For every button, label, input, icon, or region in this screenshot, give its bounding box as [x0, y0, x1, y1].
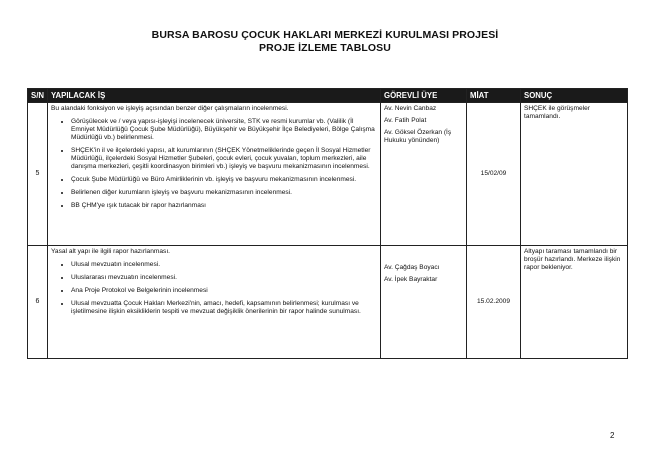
task-intro: Bu alandaki fonksiyon ve işleyiş açısından benzer diğer çalışmaların incelenmesi.	[51, 105, 289, 112]
member-cell	[381, 246, 467, 359]
task-cell	[48, 246, 381, 359]
document-title: BURSA BAROSU ÇOCUK HAKLARI MERKEZİ KURULMASI PROJESİ	[151, 29, 499, 41]
result-cell: SHÇEK ile görüşmeler tamamlandı.	[521, 103, 628, 246]
task-item: • Çocuk Şube Müdürlüğü ve Büro Amirliklerinin vb. işleyiş ve başvuru mekanizmasının incelenmesi.	[71, 176, 377, 184]
row-number: 5	[28, 103, 48, 246]
task-list	[51, 118, 377, 210]
table-row	[28, 246, 628, 359]
table-header-row	[28, 89, 628, 103]
result-cell: Altyapı taraması tamamlandı bir broşür hazırlandı. Merkeze ilişkin rapor bekleniyor.	[521, 246, 628, 359]
table-row	[28, 103, 628, 246]
page-number: 2	[610, 431, 615, 440]
task-cell	[48, 103, 381, 246]
header-result: SONUÇ	[521, 89, 628, 103]
task-item: • Ulusal mevzuatın incelenmesi.	[71, 261, 377, 269]
header-sn: S/N	[28, 89, 48, 103]
deadline-cell: 15/02/09	[467, 103, 521, 246]
deadline-cell: 15.02.2009	[467, 246, 521, 359]
member-name: Av. Çağdaş Boyacı	[384, 264, 440, 271]
task-item: • Uluslararası mevzuatın incelenmesi.	[71, 274, 377, 282]
task-item: • BB ÇHM'ye ışık tutacak bir rapor hazırlanması	[71, 202, 377, 210]
row-number: 6	[28, 246, 48, 359]
member-name: Av. İpek Bayraktar	[384, 276, 438, 283]
task-item: • SHÇEK'in il ve ilçelerdeki yapısı, alt kurumlarının (SHÇEK Yönetmeliklerinde geçen İl Sosyal Hizmetler Müdürlüğü, ilçelerdeki Sosyal Hizmetler Şubeleri, çocuk evleri, çocuk yuvaları, toplum merkezleri, aile danışma merkezleri, çeşitli koordinasyon birimleri vb.) işleyiş ve başvuru mekanizmasının incelenmesi.	[71, 147, 377, 171]
document-subtitle: PROJE İZLEME TABLOSU	[259, 42, 391, 54]
task-item: • Ulusal mevzuatta Çocuk Hakları Merkezi'nin, amacı, hedefi, kapsamının belirlenmesi; kurulması ve işletilmesine ilişkin eksikliklerin tespiti ve mevzuat değişiklik önerilerinin bir rapor halinde sunulması.	[71, 300, 377, 316]
member-cell	[381, 103, 467, 246]
header-task: YAPILACAK İŞ	[48, 89, 381, 103]
task-list	[51, 261, 377, 316]
task-item: • Ana Proje Protokol ve Belgelerinin incelenmesi	[71, 287, 377, 295]
monitoring-table	[27, 88, 628, 359]
task-item: • Belirlenen diğer kurumların işleyiş ve başvuru mekanizmasının incelenmesi.	[71, 189, 377, 197]
member-name: Av. Nevin Canbaz	[384, 105, 437, 112]
member-name: Av. Fatih Polat	[384, 117, 427, 124]
task-intro: Yasal alt yapı ile ilgili rapor hazırlanması.	[51, 248, 170, 255]
task-item: • Görüşülecek ve / veya yapısı-işleyişi incelenecek üniversite, STK ve resmi kurumlar vb. (Valilik (İl Emniyet Müdürlüğü Çocuk Şube Müdürlüğü), Büyükşehir ve Büyükşehir İlçe Belediyeleri, Bölge Çalışma Müdürlüğü vb.) belirlenmesi.	[71, 118, 377, 142]
member-name: Av. Göksel Özerkan (İş Hukuku yönünden)	[384, 129, 452, 144]
header-deadline: MİAT	[467, 89, 521, 103]
header-member: GÖREVLİ ÜYE	[381, 89, 467, 103]
